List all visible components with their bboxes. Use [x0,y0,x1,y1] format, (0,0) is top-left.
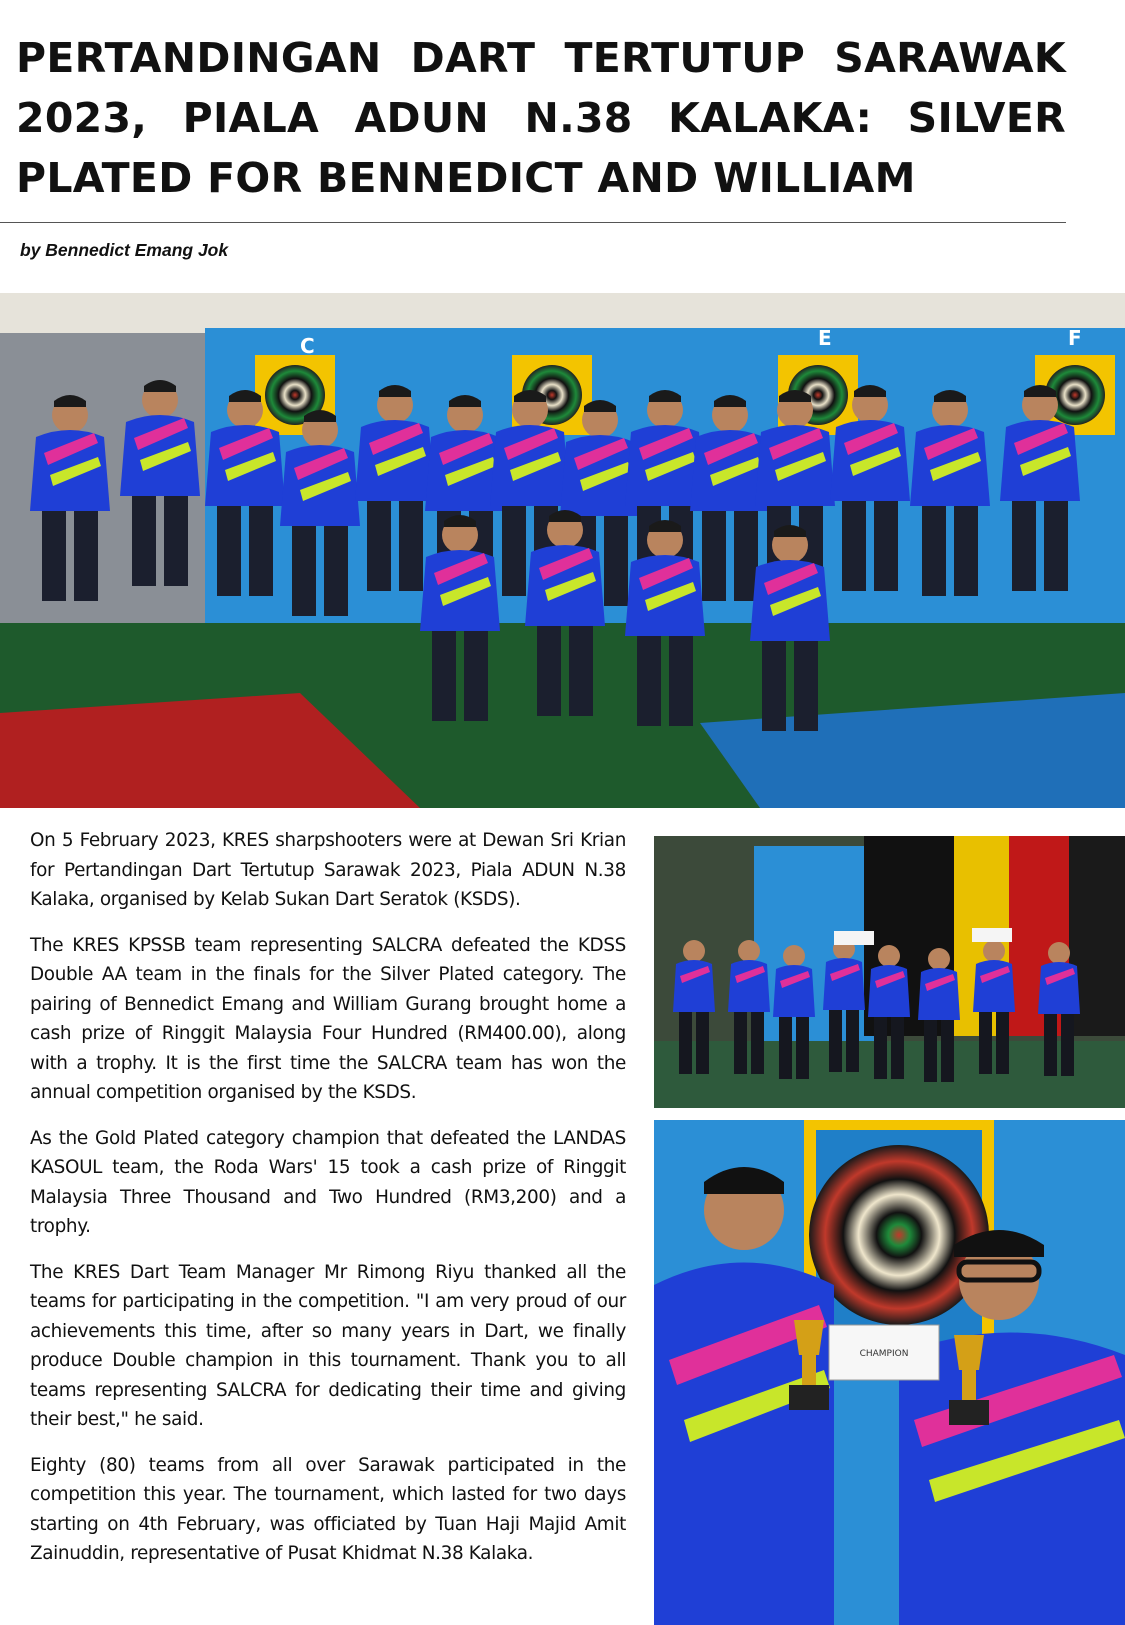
title-divider [0,222,1066,223]
paragraph-3: As the Gold Plated category champion that defeated the LANDAS KASOUL team, the Roda Wars' 15 took a cash prize of Ringgit Malaysia Three Thousand and Two Hundred (RM3,200) and a trophy. [30,1127,626,1237]
cheque-text: CHAMPION [859,1349,909,1359]
board-label-c: C [300,334,315,358]
winners-photo [654,1120,1125,1625]
paragraph-5: Eighty (80) teams from all over Sarawak participated in the competition this year. The tournament, which lasted for two days starting on 4th February, was officiated by Tuan Haji Majid Amit Zainuddin, representative of Pusat Khidmat N.38 Kalaka. [30,1454,626,1564]
paragraph-1: On 5 February 2023, KRES sharpshooters were at Dewan Sri Krian for Pertandingan Dart Tertutup Sarawak 2023, Piala ADUN N.38 Kalaka, organised by Kelab Sukan Dart Seratok (KSDS). [30,830,626,910]
board-label-f: F [1068,326,1082,350]
board-label-e: E [818,326,832,350]
article-body [30,826,626,1585]
paragraph-2: The KRES KPSSB team representing SALCRA defeated the KDSS Double AA team in the finals for the Silver Plated category. The pairing of Bennedict Emang and William Gurang brought home a cash prize of Ringgit Malaysia Four Hundred (RM400.00), along with a trophy. It is the first time the SALCRA team has won the annual competition organised by the KSDS. [30,934,626,1103]
headline: PERTANDINGAN DART TERTUTUP SARAWAK 2023, PIALA ADUN N.38 KALAKA: SILVER PLATED FOR BENNEDICT AND WILLIAM [16,34,1066,202]
group-photo [0,293,1125,808]
prize-presentation-photo [654,836,1125,1108]
byline: by Bennedict Emang Jok [20,240,229,260]
paragraph-4: The KRES Dart Team Manager Mr Rimong Riyu thanked all the teams for participating in the competition. "I am very proud of our achievements this time, after so many years in Dart, we finally produce Double champion in this tournament. Thank you to all teams representing SALCRA for dedicating their time and giving their best," he said. [30,1261,626,1430]
